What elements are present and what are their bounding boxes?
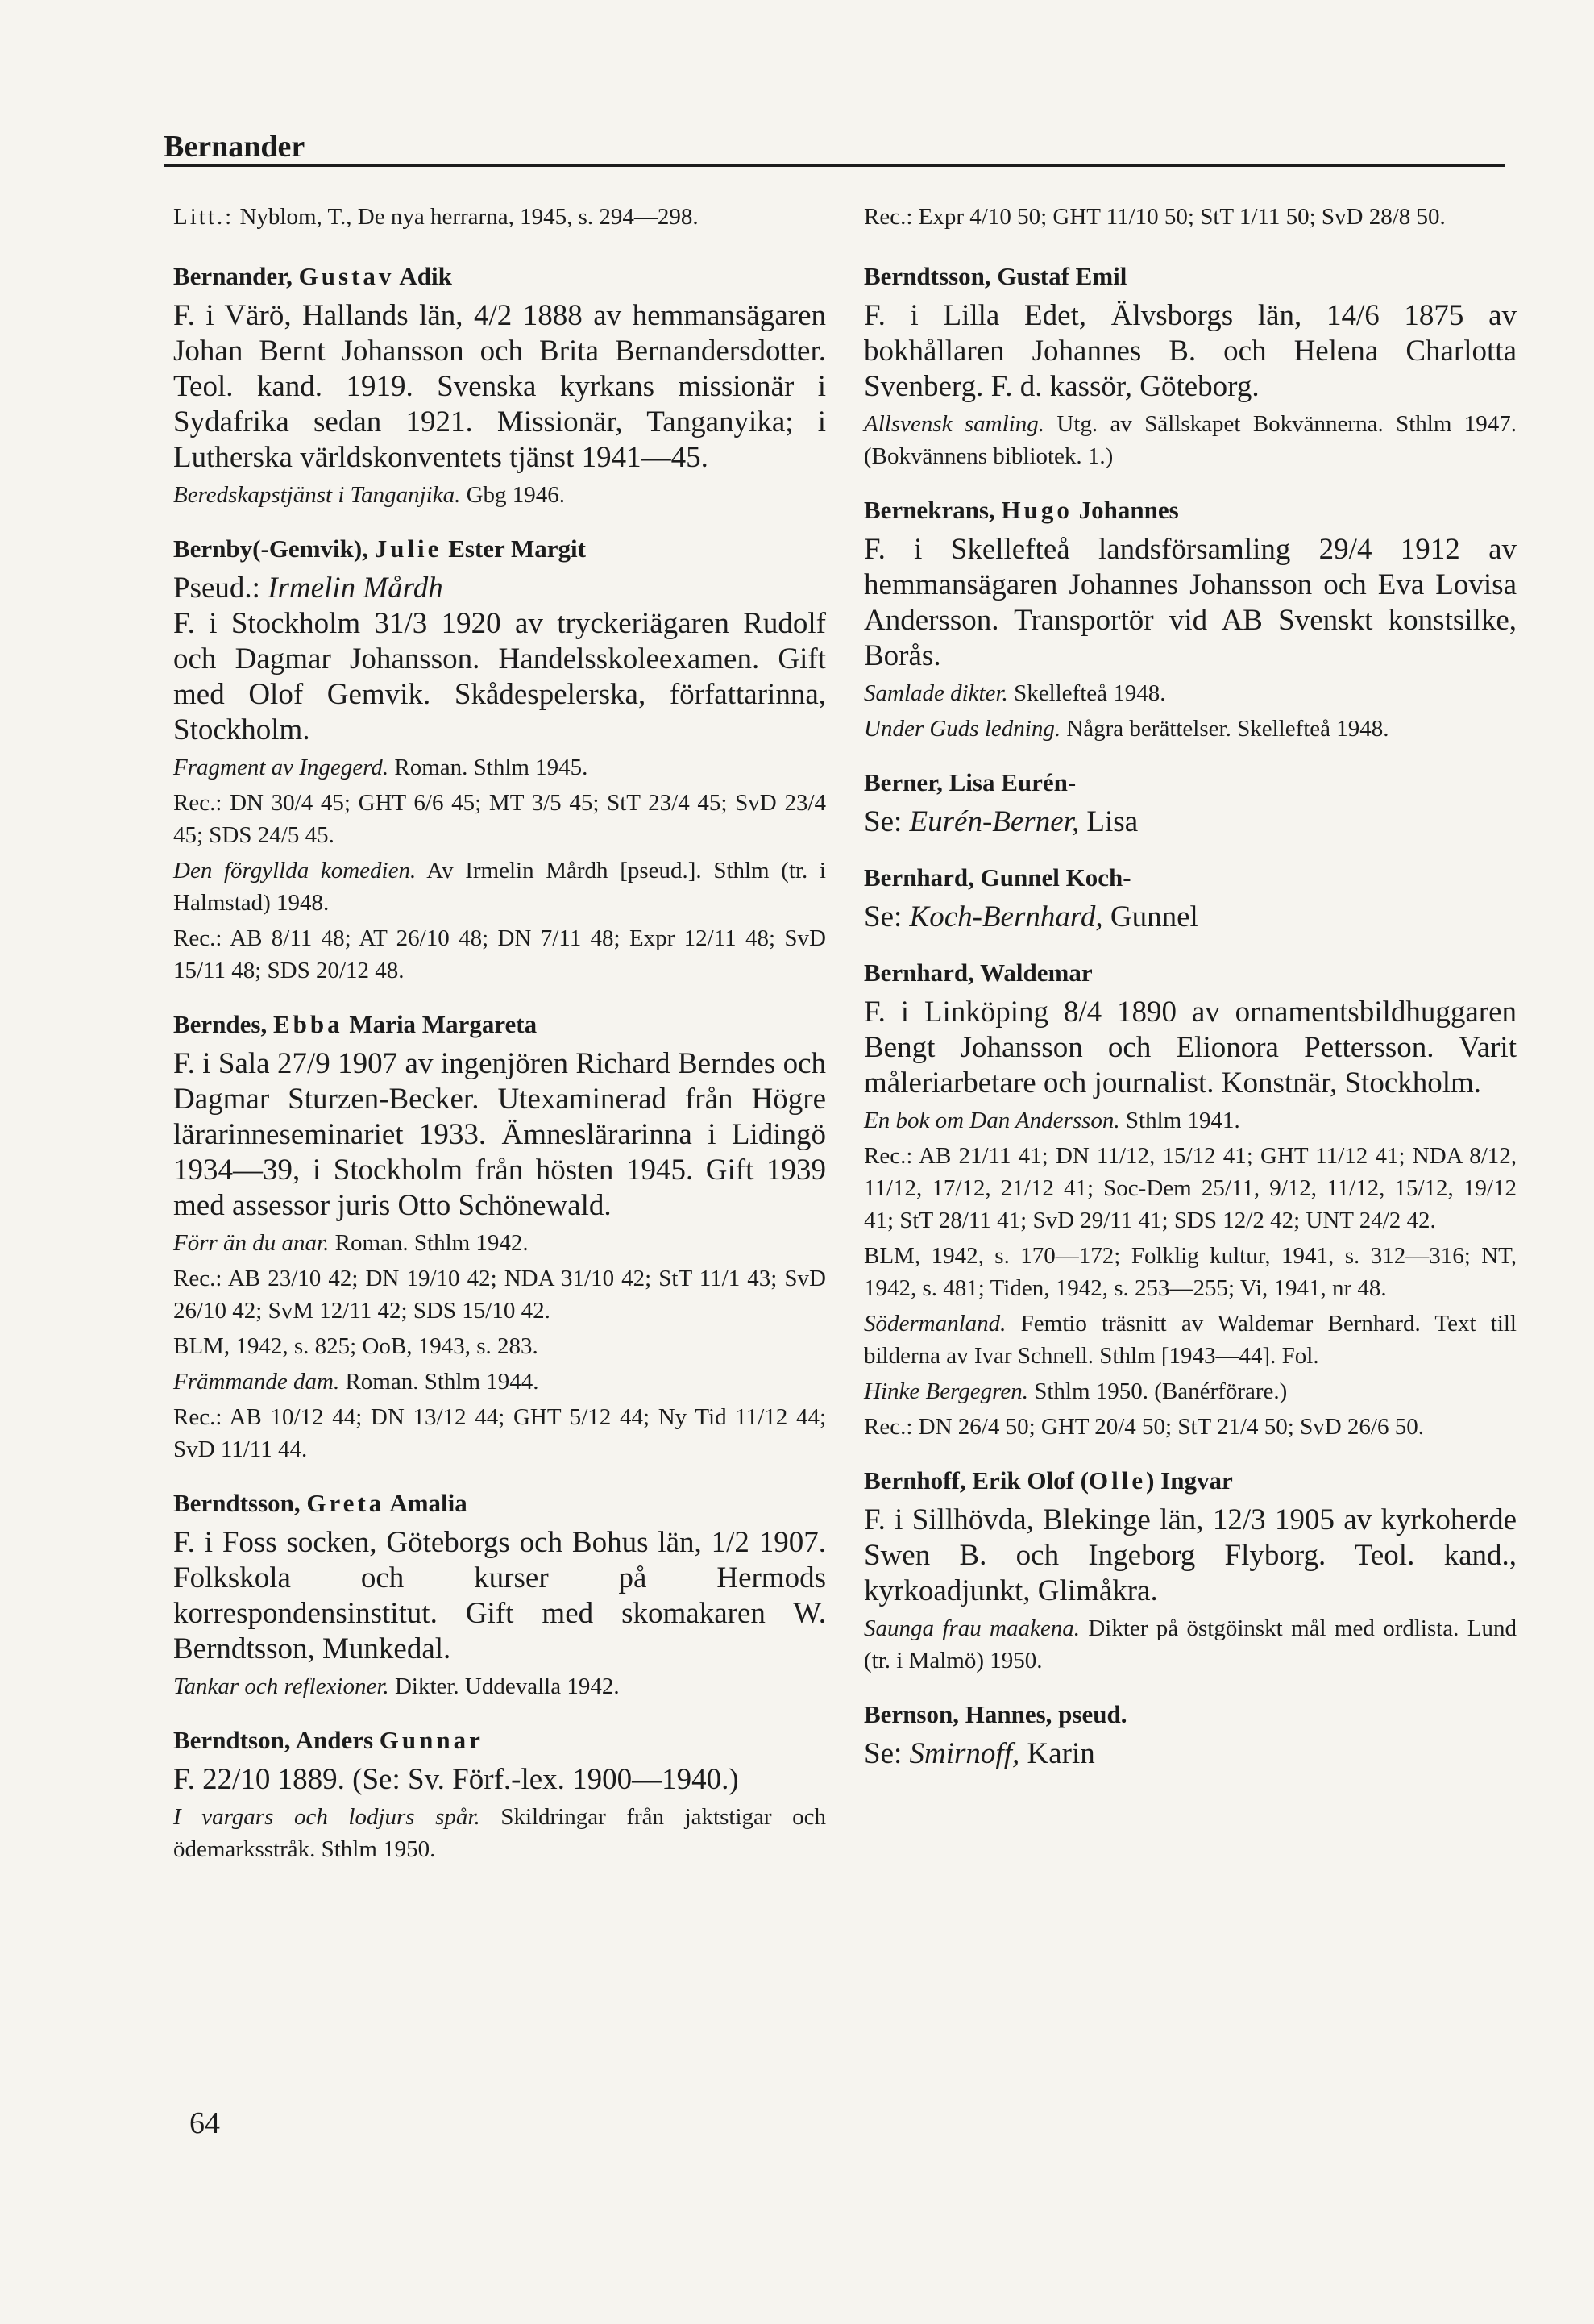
work-details: Rec.: AB 23/10 42; DN 19/10 42; NDA 31/10 42; StT 11/1 43; SvD 26/10 42; SvM 12/11 42; SDS 15/10 42. [173,1266,826,1324]
work-details: Roman. Sthlm 1944. [339,1369,539,1395]
right-entries [864,260,1517,1772]
work-title: Hinke Bergegren. [864,1378,1028,1404]
author-name-lead: Bernhoff, Erik Olof ( [864,1466,1089,1495]
author-name [864,861,1517,895]
review-item [173,787,826,851]
author-name-lead: Berndtson, Anders [173,1726,380,1754]
work-item [864,713,1517,745]
work-title: Södermanland. [864,1311,1007,1337]
litt-text: Nyblom, T., De nya herrarna, 1945, s. 294—298. [239,204,699,230]
work-item [864,1308,1517,1372]
work-details: Sthlm 1950. (Banérförare.) [1028,1378,1288,1404]
author-name-tail: Amalia [384,1489,467,1517]
work-title: I vargars och lodjurs spår. [173,1804,480,1830]
see-name: Koch-Bernhard, [909,900,1103,933]
work-details: Roman. Sthlm 1942. [329,1230,529,1256]
author-entry [864,861,1517,935]
author-biography: F. i Värö, Hallands län, 4/2 1888 av hemmansägaren Johan Bernt Johansson och Brita Bernandersdotter. Teol. kand. 1919. Svenska kyrkans missionär i Sydafrika sedan 1921. Missionär, Tanganyika; i Lutherska världskonventets tjänst 1941—45. [173,299,826,474]
author-entry [864,1698,1517,1772]
author-entry [173,260,826,511]
work-details: Utg. av Sällskapet Bokvännerna. Sthlm 1947. (Bokvännens bibliotek. 1.) [864,411,1517,469]
author-name-lead: Bernekrans, [864,496,1002,524]
work-details: Skellefteå 1948. [1007,680,1166,706]
work-item [864,1375,1517,1407]
review-item [173,1401,826,1465]
work-item [173,1227,826,1259]
work-details: Dikter på östgöinskt mål med ordlista. Lund (tr. i Malmö) 1950. [864,1615,1517,1673]
work-details: Skildringar från jaktstigar och ödemarksstråk. Sthlm 1950. [173,1804,826,1862]
review-item [864,1140,1517,1237]
work-item [173,1366,826,1398]
work-title: Fragment av Ingegerd. [173,755,389,780]
see-label: Se: [864,805,910,838]
work-title: Förr än du anar. [173,1230,330,1256]
pseudonym-label: Pseud.: [173,572,268,605]
work-details: Rec.: AB 21/11 41; DN 11/12, 15/12 41; GHT 11/12 41; NDA 8/12, 11/12, 17/12, 21/12 41; Soc-Dem 25/11, 9/12, 11/12, 15/12, 19/12 41; StT 28/11 41; SvD 29/11 41; SDS 12/2 42; UNT 24/2 42. [864,1143,1517,1233]
page-number: 64 [189,2106,220,2140]
litt-label: Litt.: [173,204,235,230]
work-details: Några berättelser. Skellefteå 1948. [1061,716,1389,742]
review-item [173,1262,826,1327]
work-title: Tankar och reflexioner. [173,1673,389,1699]
author-name-spaced: Julie [374,534,442,563]
author-name [864,766,1517,800]
left-column [173,198,826,1886]
author-biography: F. i Sillhövda, Blekinge län, 12/3 1905 av kyrkoherde Swen B. och Ingeborg Flyborg. Teol. kand., kyrkoadjunkt, Glimåkra. [864,1503,1517,1607]
author-entry [173,1008,826,1465]
author-name [173,532,826,566]
work-item [864,677,1517,709]
author-name-spaced: Ebba [273,1010,343,1038]
author-biography: F. i Stockholm 31/3 1920 av tryckeriägaren Rudolf och Dagmar Johansson. Handelsskoleexamen. Gift med Olof Gemvik. Skådespelerska, författarinna, Stockholm. [173,607,826,746]
continued-review-line: Rec.: Expr 4/10 50; GHT 11/10 50; StT 1/11 50; SvD 28/8 50. [864,204,1446,230]
work-item [173,479,826,511]
author-name-lead: Bernhard, Waldemar [864,958,1093,987]
author-name [864,956,1517,990]
author-name-lead: Bernhard, Gunnel Koch- [864,863,1131,892]
header-rule [164,164,1505,167]
work-details: Roman. Sthlm 1945. [388,755,588,780]
author-name-spaced: Hugo [1001,496,1073,524]
author-entry [864,1464,1517,1677]
work-item [864,408,1517,472]
work-details: Rec.: AB 8/11 48; AT 26/10 48; DN 7/11 48; Expr 12/11 48; SvD 15/11 48; SDS 20/12 48. [173,925,826,983]
author-biography: F. i Skellefteå landsförsamling 29/4 1912 av hemmansägaren Johannes Johansson och Eva Lovisa Andersson. Transportör vid AB Svenskt konstsilke, Borås. [864,533,1517,672]
author-name-spaced: Gunnar [379,1726,484,1754]
work-details: BLM, 1942, s. 170—172; Folklig kultur, 1941, s. 312—316; NT, 1942, s. 481; Tiden, 1942, s. 253—255; Vi, 1941, nr 48. [864,1243,1517,1301]
author-name [173,1486,826,1520]
work-item [173,751,826,784]
author-name [864,1698,1517,1732]
author-name-lead: Bernby(-Gemvik), [173,534,375,563]
see-reference [864,804,1517,840]
author-name [173,260,826,293]
author-name-spaced: Greta [306,1489,385,1517]
work-title: Främmande dam. [173,1369,340,1395]
author-name [864,260,1517,293]
review-item [864,1411,1517,1443]
see-name: Smirnoff, [909,1737,1020,1770]
work-details: Gbg 1946. [460,482,566,508]
author-name [864,493,1517,527]
author-entry [864,956,1517,1443]
author-name-tail: Adik [394,262,452,290]
see-label: Se: [864,1737,910,1770]
work-details: Rec.: DN 26/4 50; GHT 20/4 50; StT 21/4 50; SvD 26/6 50. [864,1414,1424,1440]
work-item [864,1104,1517,1137]
author-biography: F. i Sala 27/9 1907 av ingenjören Richard Berndes och Dagmar Sturzen-Becker. Utexaminerad från Högre lärarinneseminariet 1933. Ämneslärarinna i Lidingö 1934—39, i Stockholm från hösten 1945. Gift 1939 med assessor juris Otto Schönewald. [173,1047,826,1222]
see-reference [864,1736,1517,1772]
running-header: Bernander [164,130,305,164]
work-item [173,854,826,919]
right-column [864,198,1517,1793]
work-details: Femtio träsnitt av Waldemar Bernhard. Text till bilderna av Ivar Schnell. Sthlm [1943—44]. Fol. [864,1311,1517,1369]
author-name-lead: Bernander, [173,262,299,290]
see-reference [864,900,1517,935]
pseudonym-line [173,571,826,606]
author-entry [173,532,826,987]
see-label: Se: [864,900,910,933]
author-name-lead: Bernson, Hannes, pseud. [864,1700,1127,1728]
author-entry [864,766,1517,840]
pseudonym-name: Irmelin Mårdh [268,572,443,605]
author-name-tail: ) Ingvar [1146,1466,1233,1495]
work-details: Av Irmelin Mårdh [pseud.]. Sthlm (tr. i Halmstad) 1948. [173,858,826,916]
author-name [173,1723,826,1757]
see-name: Eurén-Berner, [909,805,1080,838]
author-entry [864,260,1517,472]
left-entries [173,260,826,1865]
author-name-lead: Berndes, [173,1010,273,1038]
work-details: Rec.: DN 30/4 45; GHT 6/6 45; MT 3/5 45; StT 23/4 45; SvD 23/4 45; SDS 24/5 45. [173,790,826,848]
work-details: Sthlm 1941. [1119,1108,1240,1133]
author-name-lead: Berndtsson, [173,1489,307,1517]
review-item [173,1330,826,1362]
work-details: Dikter. Uddevalla 1942. [388,1673,620,1699]
see-rest: Gunnel [1102,900,1198,933]
author-entry [173,1723,826,1865]
work-item [864,1612,1517,1677]
work-title: Beredskapstjänst i Tanganjika. [173,482,461,508]
work-details: BLM, 1942, s. 825; OoB, 1943, s. 283. [173,1333,538,1359]
author-name-tail: Johannes [1072,496,1179,524]
work-item [173,1801,826,1865]
author-entry [864,493,1517,745]
author-biography: F. i Foss socken, Göteborgs och Bohus län, 1/2 1907. Folkskola och kurser på Hermods korrespondensinstitut. Gift med skomakaren W. Berndtsson, Munkedal. [173,1526,826,1665]
author-name-spaced: Olle [1089,1466,1147,1495]
author-name-lead: Berner, Lisa Eurén- [864,768,1077,796]
author-name [864,1464,1517,1498]
author-biography: F. i Linköping 8/4 1890 av ornamentsbildhuggaren Bengt Johansson och Elionora Pettersson. Varit måleriarbetare och journalist. Konstnär, Stockholm. [864,996,1517,1100]
work-details: Rec.: AB 10/12 44; DN 13/12 44; GHT 5/12 44; Ny Tid 11/12 44; SvD 11/11 44. [173,1404,826,1462]
author-name [173,1008,826,1041]
see-rest: Lisa [1079,805,1139,838]
author-name-tail: Maria Margareta [342,1010,538,1038]
work-item [173,1670,826,1702]
see-rest: Karin [1019,1737,1095,1770]
litt-note [173,198,826,235]
work-title: En bok om Dan Andersson. [864,1108,1120,1133]
work-title: Allsvensk samling. [864,411,1044,437]
author-name-tail: Ester Margit [442,534,586,563]
author-entry [173,1486,826,1702]
author-name-spaced: Gustav [298,262,395,290]
work-title: Den förgyllda komedien. [173,858,417,883]
work-title: Saunga frau maakena. [864,1615,1080,1641]
author-biography: F. i Lilla Edet, Älvsborgs län, 14/6 1875 av bokhållaren Johannes B. och Helena Charlotta Svenberg. F. d. kassör, Göteborg. [864,299,1517,403]
author-biography: F. 22/10 1889. (Se: Sv. Förf.-lex. 1900—1940.) [173,1763,739,1796]
work-title: Samlade dikter. [864,680,1008,706]
review-item [864,1240,1517,1304]
author-name-lead: Berndtsson, Gustaf Emil [864,262,1127,290]
work-title: Under Guds ledning. [864,716,1061,742]
review-item [173,922,826,987]
